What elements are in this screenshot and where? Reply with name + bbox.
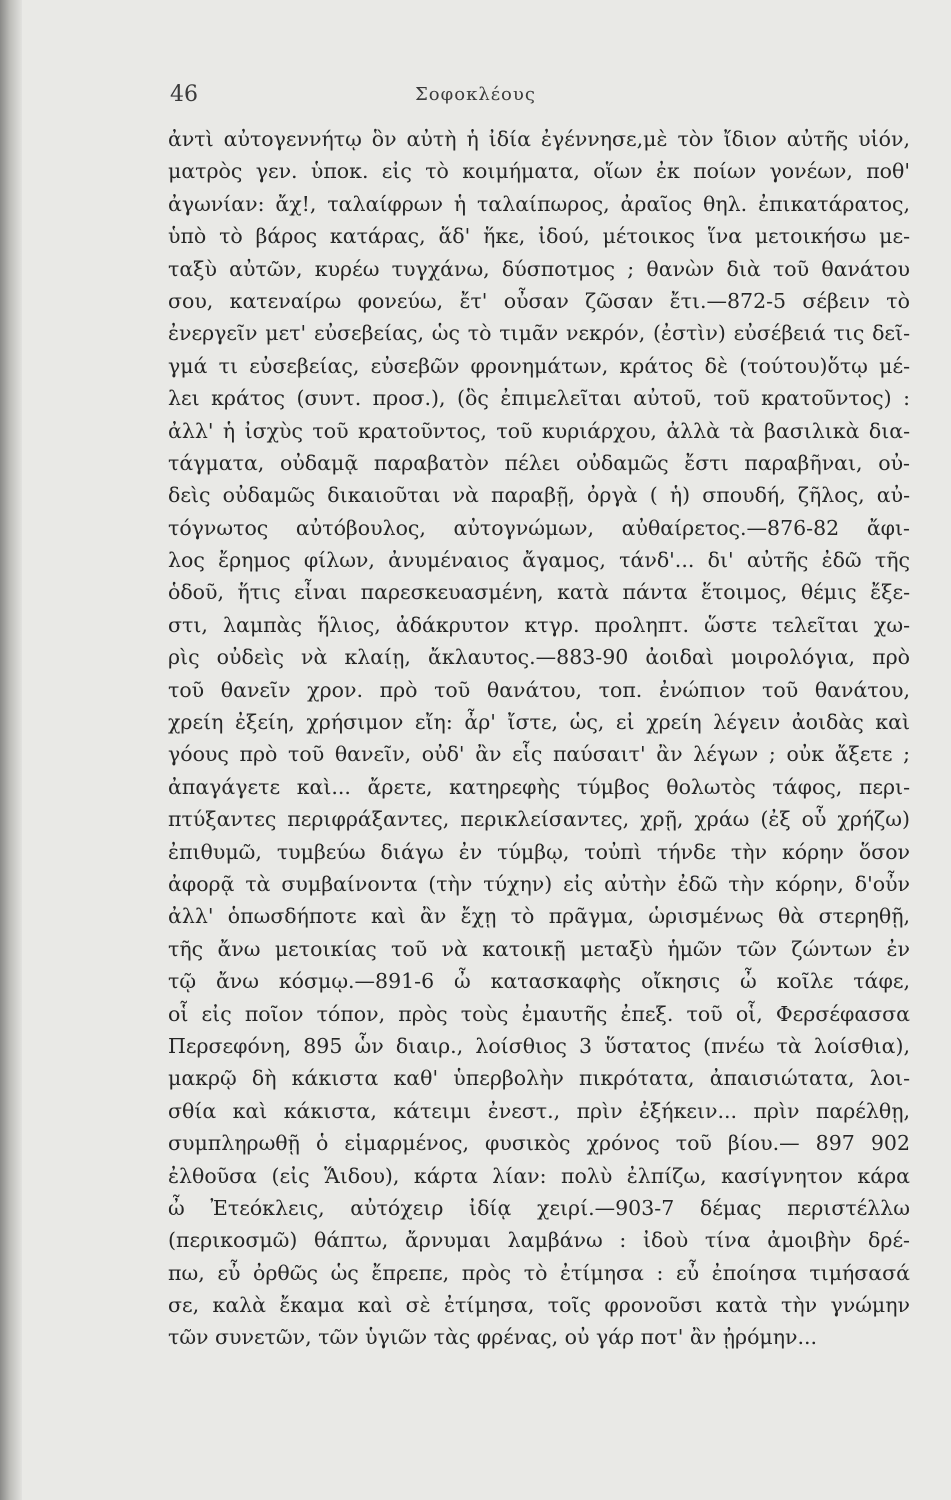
text-line: ὁδοῦ, ἥτις εἶναι παρεσκευασμένη, κατὰ πάντα ἕτοιμος, θέμις ἔξε- [168,580,910,605]
text-line: ἀγωνίαν: ἄχ!, ταλαίφρων ἡ ταλαίπωρος, ἀραῖος θηλ. ἐπικατάρατος, [168,191,910,216]
running-head: Σοφοκλέους [415,84,536,105]
text-line: λει κράτος (συντ. προσ.), (ὃς ἐπιμελεῖται αὐτοῦ, τοῦ κρατοῦντος) : [168,386,910,411]
text-line: δεὶς οὐδαμῶς δικαιοῦται νὰ παραβῇ, ὀργὰ ( ἡ) σπουδή, ζῆλος, αὐ- [168,483,910,508]
text-line: ματρὸς γεν. ὑποκ. εἰς τὸ κοιμήματα, οἵων ἐκ ποίων γονέων, ποθ' [168,159,910,184]
text-line: ἀντὶ αὐτογεννήτῳ ὃν αὐτὴ ἡ ἰδία ἐγέννησε,μὲ τὸν ἴδιον αὐτῆς υἱόν, [168,127,910,151]
text-line: ρὶς οὐδεὶς νὰ κλαίῃ, ἄκλαυτος.—883-90 ἀοιδαὶ μοιρολόγια, πρὸ [168,645,910,670]
text-line: χρείη ἐξείη, χρήσιμον εἴη: ἆρ' ἴστε, ὡς, εἰ χρείη λέγειν ἀοιδὰς καὶ [168,710,910,735]
text-line: σε, καλὰ ἔκαμα καὶ σὲ ἐτίμησα, τοῖς φρονοῦσι κατὰ τὴν γνώμην [168,1293,910,1318]
text-line: μακρῷ δὴ κάκιστα καθ' ὑπερβολὴν πικρότατα, ἀπαισιώτατα, λοι- [168,1066,910,1091]
text-line: τόγνωτος αὐτόβουλος, αὐτογνώμων, αὐθαίρετος.—876-82 ἄφι- [168,515,910,540]
text-line: τῆς ἄνω μετοικίας τοῦ νὰ κατοικῇ μεταξὺ ἡμῶν τῶν ζώντων ἐν [168,936,910,961]
text-line: (περικοσμῶ) θάπτω, ἄρνυμαι λαμβάνω : ἰδοὺ τίνα ἀμοιβὴν δρέ- [168,1228,910,1253]
text-line: ἀφορᾷ τὰ συμβαίνοντα (τὴν τύχην) εἰς αὐτὴν ἐδῶ τὴν κόρην, δ'οὖν [168,871,910,896]
text-line: συμπληρωθῇ ὁ εἱμαρμένος, φυσικὸς χρόνος τοῦ βίου.— 897 902 [168,1131,910,1156]
text-line: ταξὺ αὐτῶν, κυρέω τυγχάνω, δύσποτμος ; θανὼν διὰ τοῦ θανάτου [168,256,910,281]
text-line: τῶν συνετῶν, τῶν ὑγιῶν τὰς φρένας, οὐ γάρ ποτ' ἂν ᾐρόμην... [168,1325,818,1350]
text-line: ἀπαγάγετε καὶ... ἄρετε, κατηρεφὴς τύμβος θολωτὸς τάφος, περι- [168,774,910,799]
text-line: τοῦ θανεῖν χρον. πρὸ τοῦ θανάτου, τοπ. ἐνώπιον τοῦ θανάτου, [168,677,910,702]
text-line: Περσεφόνη, 895 ὧν διαιρ., λοίσθιος 3 ὕστατος (πνέω τὰ λοίσθια), [168,1033,910,1058]
text-line: τάγματα, οὐδαμᾷ παραβατὸν πέλει οὐδαμῶς ἔστι παραβῆναι, οὐ- [168,450,910,475]
text-line: γόους πρὸ τοῦ θανεῖν, οὐδ' ἂν εἷς παύσαιτ' ἂν λέγων ; οὐκ ἄξετε ; [168,742,910,767]
text-line: ἐπιθυμῶ, τυμβεύω διάγω ἐν τύμβῳ, τοὐπὶ τήνδε τὴν κόρην ὅσον [168,839,910,864]
text-line: ἀλλ' ὁπωσδήποτε καὶ ἂν ἔχῃ τὸ πρᾶγμα, ὡρισμένως θὰ στερηθῇ, [168,904,910,929]
text-line: ἀλλ' ἡ ἰσχὺς τοῦ κρατοῦντος, τοῦ κυριάρχου, ἀλλὰ τὰ βασιλικὰ δια- [168,418,910,443]
text-line: στι, λαμπὰς ἥλιος, ἀδάκρυτον κτγρ. προληπτ. ὥστε τελεῖται χω- [168,612,910,637]
text-line: πω, εὖ ὀρθῶς ὡς ἔπρεπε, πρὸς τὸ ἐτίμησα : εὖ ἐποίησα τιμήσασά [168,1260,910,1285]
page-number: 46 [170,82,198,107]
text-line: γμά τι εὐσεβείας, εὐσεβῶν φρονημάτων, κράτος δὲ (τούτου)ὅτῳ μέ- [168,353,910,378]
text-line: πτύξαντες περιφράξαντες, περικλείσαντες, χρῇ, χράω (ἐξ οὗ χρήζω) [168,807,910,832]
text-line: σθία καὶ κάκιστα, κάτειμι ἐνεστ., πρὶν ἐξήκειν... πρὶν παρέλθῃ, [168,1098,910,1123]
text-line: οἷ εἰς ποῖον τόπον, πρὸς τοὺς ἐμαυτῆς ἐπεξ. τοῦ οἷ, Φερσέφασσα [168,1001,910,1026]
page-gutter-shadow [0,0,22,1500]
text-line: ὦ Ἐτεόκλεις, αὐτόχειρ ἰδίᾳ χειρί.—903-7 δέμας περιστέλλω [168,1195,910,1220]
text-line: τῷ ἄνω κόσμῳ.—891-6 ὦ κατασκαφὴς οἴκησις ὦ κοῖλε τάφε, [168,969,910,994]
text-line: ἐνεργεῖν μετ' εὐσεβείας, ὡς τὸ τιμᾶν νεκρόν, (ἐστὶν) εὐσέβειά τις δεῖ- [168,321,910,346]
commentary-text [168,123,910,1354]
text-line: λος ἔρημος φίλων, ἀνυμέναιος ἄγαμος, τάνδ'... δι' αὐτῆς ἐδῶ τῆς [168,548,910,573]
text-line: ὑπὸ τὸ βάρος κατάρας, ἅδ' ἥκε, ἰδού, μέτοικος ἵνα μετοικήσω με- [168,224,910,249]
text-line: ἐλθοῦσα (εἰς Ἅιδου), κάρτα λίαν: πολὺ ἐλπίζω, κασίγνητον κάρα [168,1163,910,1188]
text-line: σου, κατεναίρω φονεύω, ἔτ' οὖσαν ζῶσαν ἔτι.—872-5 σέβειν τὸ [168,288,910,313]
